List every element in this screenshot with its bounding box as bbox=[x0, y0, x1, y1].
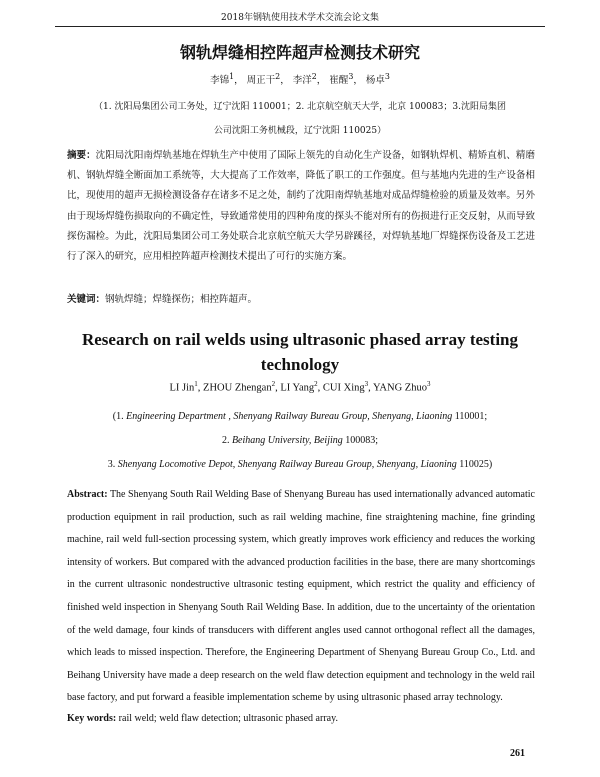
affiliation-line: （1. 沈阳局集团公司工务处，辽宁沈阳 110001；2. 北京航空航天大学，北京 100083；3.沈阳局集团 bbox=[94, 102, 506, 112]
running-header: 2018年钢轨使用技术学术交流会论文集 bbox=[55, 10, 545, 27]
keywords-text: rail weld; weld flaw detection; ultrasonic phased array. bbox=[118, 713, 338, 724]
english-abstract bbox=[67, 484, 535, 710]
author-name: 杨卓 bbox=[365, 75, 385, 87]
affiliation-line bbox=[60, 405, 540, 429]
affiliation-line bbox=[60, 453, 540, 477]
english-title: Research on rail welds using ultrasonic phased array testing technology bbox=[81, 330, 519, 374]
affiliation-org: Beihang University, Beijing bbox=[231, 435, 343, 446]
author-name: ZHOU Zhengan bbox=[203, 382, 272, 394]
author-name: 崔醒 bbox=[329, 75, 349, 87]
chinese-title: 钢轨焊缝相控阵超声检测技术研究 bbox=[179, 43, 420, 62]
author-sup: 2 bbox=[271, 380, 276, 388]
affiliation-line bbox=[60, 429, 540, 453]
chinese-authors: 李锦$^1$， 周正干$^2$， 李洋$^2$， 崔醒$^3$， 杨卓$^3$ bbox=[210, 72, 390, 87]
abstract-text: The Shenyang South Rail Welding Base of Shenyang Bureau has used internationally advanced automatic production equipment in rail production, such as rail welding machine, fine straightening machine, fine grinding machine, rail weld full-section processing system, which greatly improves work efficiency and reduces the working intensity of workers. But compared with the advanced production facilities in the base, there are many shortcomings in the current ultrasonic nondestructive ultrasonic testing equipment, which restrict the quality and efficiency of finished weld inspection in Shenyang South Rail Welding Base. In addition, due to the uncertainty of the orientation of the weld damage, four kinds of transducers with different angles used cannot orthogonal reflect all the damages, which leads to missed inspection. Therefore, the Engineering Department of Shenyang Bureau Group Co., Ltd. and Beihang University have made a deep research on the weld flaw detection equipment and technology in the weld rail base factory, and put forward a feasible implementation scheme by using ultrasonic phased array technology. bbox=[67, 489, 535, 704]
keywords-label: 关键词： bbox=[67, 294, 106, 305]
affiliation-code: 110025) bbox=[456, 459, 493, 470]
abstract-label: Abstract: bbox=[67, 489, 108, 500]
affiliation-code: 110001; bbox=[452, 411, 488, 422]
author-sup: 3 bbox=[384, 72, 390, 81]
author-sup: 2 bbox=[275, 72, 281, 81]
affiliation-code: 100083; bbox=[342, 435, 379, 446]
keywords-text: 钢轨焊缝；焊缝探伤；相控阵超声。 bbox=[105, 294, 258, 305]
page-number: 261 bbox=[510, 748, 525, 759]
chinese-abstract bbox=[67, 146, 535, 267]
english-keywords bbox=[67, 713, 535, 724]
author-name: LI Jin bbox=[169, 382, 195, 394]
author-sup: 2 bbox=[314, 380, 318, 388]
affiliation-prefix: 2. bbox=[221, 435, 232, 446]
affiliation-prefix: (1. bbox=[112, 411, 127, 422]
affiliation-org: Engineering Department , Shenyang Railway Bureau Group, Shenyang, Liaoning bbox=[126, 411, 453, 422]
affiliation-line: 公司沈阳工务机械段，辽宁沈阳 110025） bbox=[213, 126, 387, 136]
author-sup: 1 bbox=[229, 72, 235, 81]
author-sup: 3 bbox=[426, 380, 431, 388]
author-name: 李洋 bbox=[292, 75, 312, 87]
author-sup: 1 bbox=[194, 380, 198, 388]
affiliation-prefix: 3. bbox=[107, 459, 118, 470]
author-name: CUI Xing bbox=[322, 382, 365, 394]
author-name: 李锦 bbox=[210, 75, 230, 87]
author-sup: 3 bbox=[348, 72, 354, 81]
abstract-text: 沈阳局沈阳南焊轨基地在焊轨生产中使用了国际上领先的自动化生产设备，如钢轨焊机、精矫直机、精磨机、钢轨焊缝全断面加工系统等，大大提高了工作效率，降低了职工的工作强度。但与基地内先进的生产设备相比，现使用的超声无损检测设备存在诸多不足之处，制约了沈阳南焊轨基地对成品焊缝检验的质量及效率。另外由于现场焊缝伤损取向的不确定性，导致通常使用的四种角度的探头不能对所有的伤损进行正交反射，从而导致探伤漏检。为此，沈阳局集团公司工务处联合北京航空航天大学另辟蹊径，对焊轨基地厂焊缝探伤设备及工艺进行了深入的研究，应用相控阵超声检测技术提出了可行的实施方案。 bbox=[67, 150, 535, 263]
chinese-affiliations bbox=[60, 95, 540, 143]
author-name: LI Yang bbox=[280, 382, 315, 394]
english-affiliations bbox=[60, 405, 540, 477]
affiliation-org: Shenyang Locomotive Depot, Shenyang Railway Bureau Group, Shenyang, Liaoning bbox=[117, 459, 457, 470]
author-name: YANG Zhuo bbox=[373, 382, 427, 394]
author-sup: 3 bbox=[364, 380, 369, 388]
keywords-label: Key words: bbox=[67, 713, 117, 724]
abstract-label: 摘要： bbox=[67, 150, 96, 161]
english-authors: LI Jin$^1$, ZHOU Zhengan$^2$, LI Yang$^2$, CUI Xing$^3$, YANG Zhuo$^3$ bbox=[169, 380, 431, 394]
chinese-keywords bbox=[67, 291, 535, 305]
author-name: 周正干 bbox=[246, 75, 276, 87]
author-sup: 2 bbox=[311, 72, 317, 81]
